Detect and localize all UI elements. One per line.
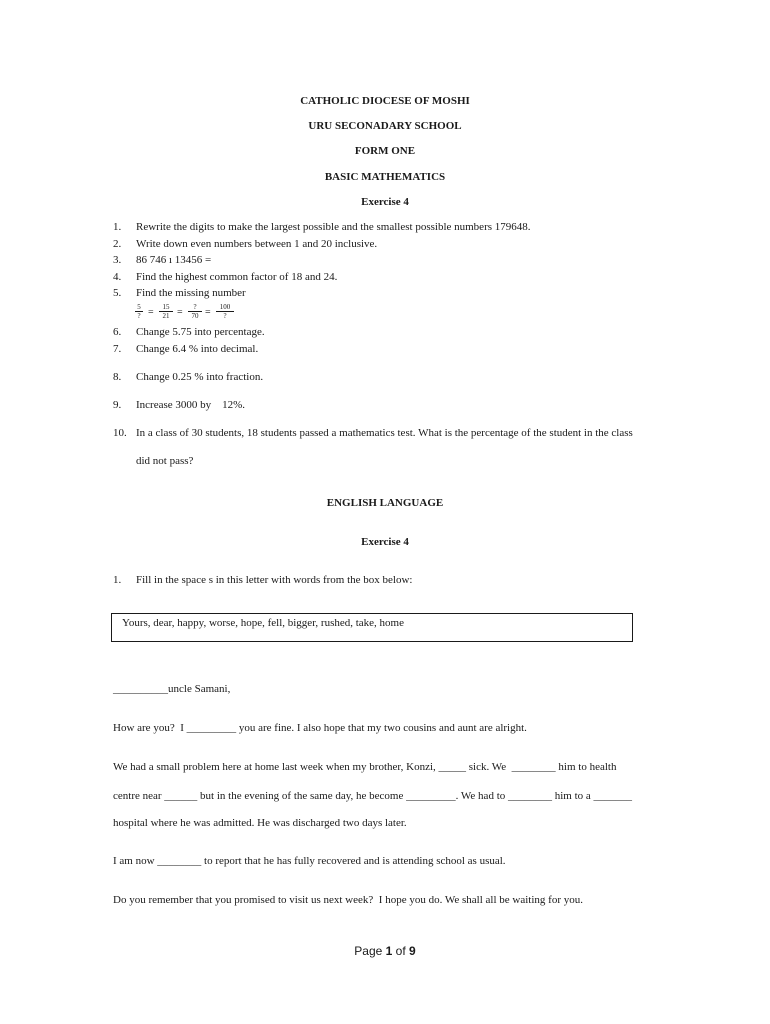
diocese-heading: CATHOLIC DIOCESE OF MOSHI [300, 95, 470, 107]
letter-line: hospital where he was admitted. He was discharged two days later. [113, 817, 407, 829]
question-number: 10. [113, 427, 127, 439]
fraction-denominator: 21 [162, 312, 170, 320]
page-number [0, 944, 770, 958]
fraction-numerator: 5 [135, 303, 143, 312]
question-number: 1. [113, 221, 122, 233]
question-text: Change 0.25 % into fraction. [136, 371, 264, 383]
question-text: Write down even numbers between 1 and 20 inclusive. [136, 238, 378, 250]
equals-sign: = [205, 307, 211, 318]
english-subject-heading: ENGLISH LANGUAGE [326, 497, 444, 509]
exercise-heading: Exercise 4 [361, 196, 409, 208]
school-heading: URU SECONADARY SCHOOL [308, 120, 462, 132]
question-number: 6. [113, 326, 122, 338]
page-total: 9 [409, 944, 416, 958]
question-number: 4. [113, 271, 122, 283]
question-number: 8. [113, 371, 122, 383]
letter-line: We had a small problem here at home last week when my brother, Konzi, _____ sick. We ________ him to health [113, 761, 617, 773]
fraction-denominator: ? [223, 312, 227, 320]
question-number: 7. [113, 343, 122, 355]
page-word: Page [354, 944, 383, 958]
subject-heading: BASIC MATHEMATICS [324, 171, 446, 183]
fraction-denominator: ? [137, 312, 141, 320]
question-text: Find the highest common factor of 18 and 24. [136, 271, 338, 283]
word-box [111, 613, 633, 642]
english-exercise-heading: Exercise 4 [361, 536, 409, 548]
page-of: of [395, 944, 406, 958]
page-current: 1 [385, 944, 393, 958]
fraction [216, 303, 234, 320]
question-number: 2. [113, 238, 122, 250]
question-text: Fill in the space s in this letter with words from the box below: [136, 574, 413, 586]
question-number: 3. [113, 254, 122, 266]
letter-line: I am now ________ to report that he has fully recovered and is attending school as usual. [113, 855, 506, 867]
fraction [159, 303, 173, 320]
fraction-numerator: 100 [216, 303, 234, 312]
question-text: Change 6.4 % into decimal. [136, 343, 259, 355]
question-text: Rewrite the digits to make the largest possible and the smallest possible numbers 179648. [136, 221, 531, 233]
fraction-numerator: 15 [159, 303, 173, 312]
question-text: Increase 3000 by 12%. [136, 399, 246, 411]
letter-line: centre near ______ but in the evening of the same day, he become _________. We had to ________ him to a _______ [113, 790, 633, 802]
question-text: Find the missing number [136, 287, 246, 299]
equals-sign: = [177, 307, 183, 318]
fraction-numerator: ? [188, 303, 202, 312]
letter-greeting: __________uncle Samani, [113, 683, 231, 695]
fraction-denominator: 70 [191, 312, 199, 320]
letter-line: Do you remember that you promised to visit us next week? I hope you do. We shall all be waiting for you. [113, 894, 583, 906]
question-text: Change 5.75 into percentage. [136, 326, 265, 338]
question-text: 86 746 ı 13456 = [136, 254, 212, 266]
fraction [135, 303, 143, 320]
question-number: 9. [113, 399, 122, 411]
form-heading: FORM ONE [354, 145, 416, 157]
equals-sign: = [148, 307, 154, 318]
question-text: In a class of 30 students, 18 students passed a mathematics test. What is the percentage of the student in the class [136, 427, 633, 439]
fraction [188, 303, 202, 320]
question-number: 5. [113, 287, 122, 299]
question-text-continuation: did not pass? [136, 455, 194, 467]
word-box-text: Yours, dear, happy, worse, hope, fell, bigger, rushed, take, home [122, 617, 404, 629]
question-number: 1. [113, 574, 122, 586]
letter-line: How are you? I _________ you are fine. I also hope that my two cousins and aunt are alright. [113, 722, 527, 734]
